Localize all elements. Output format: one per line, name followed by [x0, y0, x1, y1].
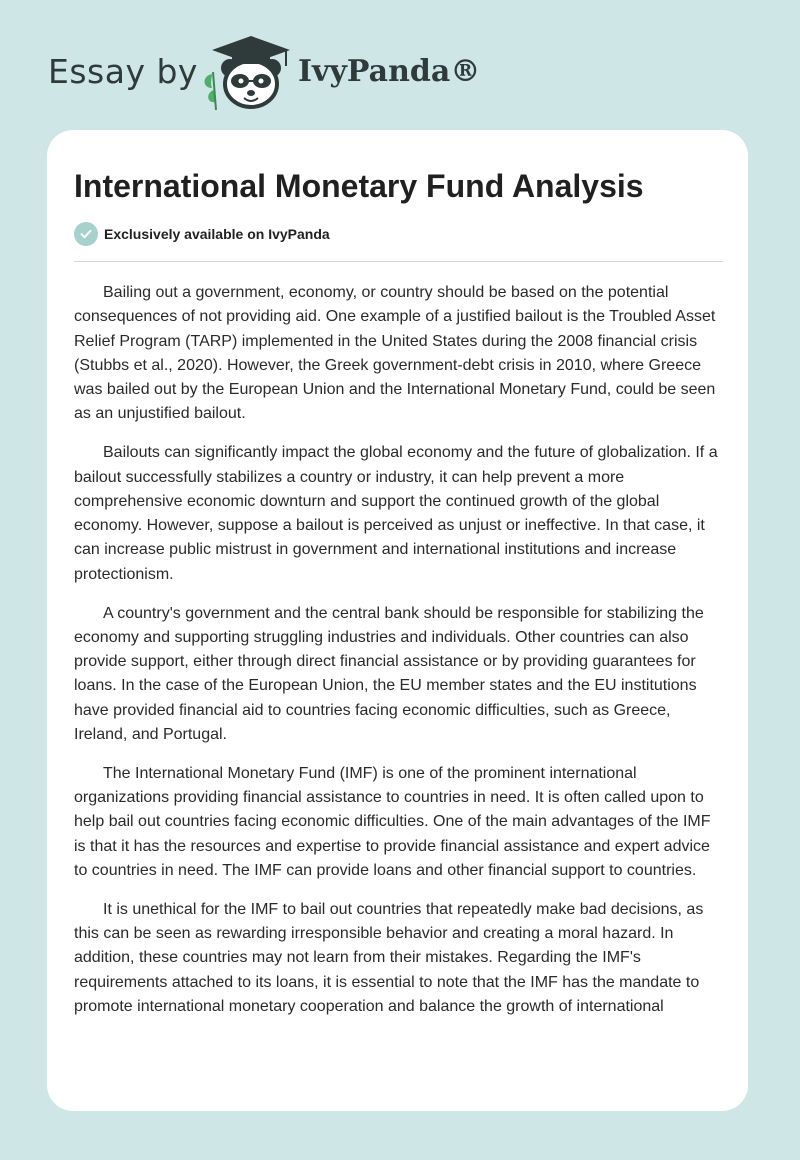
check-icon	[74, 222, 98, 246]
paragraph: The International Monetary Fund (IMF) is one of the prominent international organizations providing financial assistance to countries in need. It is often called upon to help bail out countries facing economic difficulties. One of the main advantages of the IMF is that it has the resources and expertise to provide financial assistance and expert advice to countries in need. The IMF can provide loans and other financial support to countries.	[74, 764, 711, 880]
site-header	[0, 0, 800, 130]
divider	[74, 261, 723, 262]
paragraph: Bailouts can significantly impact the global economy and the future of globalization. If a bailout successfully stabilizes a country or industry, it can help prevent a more comprehensive economic downturn and support the continued growth of the global economy. However, suppose a bailout is perceived as unjust or ineffective. In that case, it can increase public mistrust in government and international institutions and increase protectionism.	[74, 444, 718, 583]
page-title: International Monetary Fund Analysis	[74, 168, 644, 204]
panda-logo-icon[interactable]	[200, 30, 296, 112]
brand-name[interactable]: IvyPanda®	[298, 54, 481, 89]
article-body	[74, 281, 726, 1111]
brand-prefix: Essay by	[48, 52, 198, 91]
exclusive-badge	[74, 222, 330, 246]
paragraph: A country's government and the central bank should be responsible for stabilizing the economy and supporting struggling industries and individuals. Other countries can also provide support, either through direct financial assistance or by providing guarantees for loans. In the case of the European Union, the EU member states and the EU institutions have provided financial aid to countries facing economic difficulties, such as Greece, Ireland, and Portugal.	[74, 604, 704, 744]
article-card	[47, 130, 748, 1111]
paragraph: It is unethical for the IMF to bail out countries that repeatedly make bad decisions, as this can be seen as rewarding irresponsible behavior and creating a moral hazard. In addition, these countries may not learn from their mistakes. Regarding the IMF's requirements attached to its loans, it is essential to note that the IMF has the mandate to promote international monetary cooperation and balance the growth of international	[74, 900, 704, 1016]
badge-label: Exclusively available on IvyPanda	[104, 226, 330, 242]
paragraph: Bailing out a government, economy, or country should be based on the potential consequences of not providing aid. One example of a justified bailout is the Troubled Asset Relief Program (TARP) implemented in the United States during the 2008 financial crisis (Stubbs et al., 2020). However, the Greek government-debt crisis in 2010, where Greece was bailed out by the European Union and the International Monetary Fund, could be seen as an unjustified bailout.	[74, 284, 716, 423]
